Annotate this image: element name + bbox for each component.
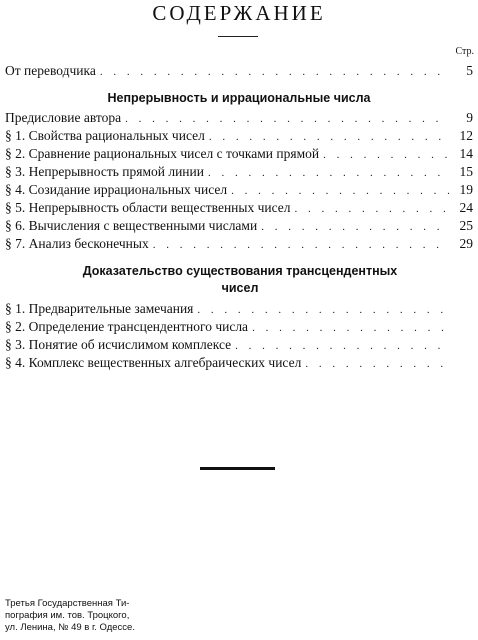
toc-entry-page: 25	[459, 218, 473, 233]
toc-entry-label: § 7. Анализ бесконечных	[5, 236, 149, 251]
toc-entry-label: § 4. Созидание иррациональных чисел	[5, 182, 228, 197]
section-heading-continuity: Непрерывность и иррациональные числа	[107, 91, 371, 105]
toc-entry-page: 19	[459, 182, 473, 197]
leader-dots	[261, 218, 449, 236]
toc-entry-label: § 4. Комплекс вещественных алгебраических чисел	[5, 355, 302, 370]
leader-dots	[295, 200, 450, 218]
leader-dots	[252, 319, 449, 337]
toc-entry-label: § 2. Сравнение рациональных чисел с точками прямой	[5, 146, 320, 161]
printer-imprint	[5, 598, 165, 634]
toc-entry-page: 9	[466, 110, 473, 125]
imprint-line: ул. Ленина, № 49 в г. Одессе.	[5, 622, 135, 633]
leader-dots	[231, 182, 449, 200]
toc-entry[interactable]	[5, 354, 473, 372]
toc-entry[interactable]	[5, 318, 473, 336]
end-divider	[200, 467, 275, 470]
toc-entry-label: § 3. Понятие об исчислимом комплексе	[5, 337, 232, 352]
toc-entry-page: 12	[459, 128, 473, 143]
leader-dots	[208, 164, 449, 182]
leader-dots	[323, 146, 449, 164]
toc-entry[interactable]	[5, 163, 473, 181]
leader-dots	[153, 236, 449, 254]
toc-entry[interactable]	[5, 127, 473, 145]
toc-entry[interactable]	[5, 181, 473, 199]
toc-entry[interactable]	[5, 217, 473, 235]
toc-entry-page: 24	[459, 200, 473, 215]
toc-entry-page: 29	[459, 236, 473, 251]
toc-entry-page: 5	[466, 63, 473, 78]
toc-entry[interactable]	[5, 235, 473, 253]
toc-entry[interactable]	[5, 109, 473, 127]
page-title: СОДЕРЖАНИЕ	[152, 1, 326, 25]
toc-entry-label: § 5. Непрерывность области вещественных чисел	[5, 200, 291, 215]
imprint-line: Третья Государственная Ти-	[5, 598, 130, 609]
leader-dots	[100, 63, 449, 81]
toc-entry-label: § 1. Предварительные замечания	[5, 301, 194, 316]
toc-entry[interactable]	[5, 199, 473, 217]
title-divider	[218, 36, 258, 37]
leader-dots	[235, 337, 449, 355]
toc-entry-page: 14	[459, 146, 473, 161]
section-heading-transcendental-line2: чисел	[221, 281, 259, 295]
toc-entry-label: От переводчика	[5, 63, 96, 78]
toc-entry[interactable]	[5, 145, 473, 163]
toc-entry-intro[interactable]	[5, 62, 473, 80]
toc-entry-label: § 1. Свойства рациональных чисел	[5, 128, 205, 143]
imprint-line: пография им. тов. Троцкого,	[5, 610, 130, 621]
page-column-header: Стр.	[455, 46, 474, 57]
leader-dots	[197, 301, 449, 319]
toc-entry-label: § 2. Определение трансцендентного числа	[5, 319, 249, 334]
section-heading-transcendental-line1: Доказательство существования трансцендентных	[82, 264, 398, 278]
toc-entry-label: Предисловие автора	[5, 110, 122, 125]
leader-dots	[305, 355, 449, 373]
toc-entry[interactable]	[5, 336, 473, 354]
leader-dots	[209, 128, 449, 146]
leader-dots	[125, 110, 449, 128]
toc-entry[interactable]	[5, 300, 473, 318]
toc-entry-label: § 6. Вычисления с вещественными числами	[5, 218, 258, 233]
toc-entry-label: § 3. Непрерывность прямой линии	[5, 164, 204, 179]
toc-entry-page: 15	[459, 164, 473, 179]
